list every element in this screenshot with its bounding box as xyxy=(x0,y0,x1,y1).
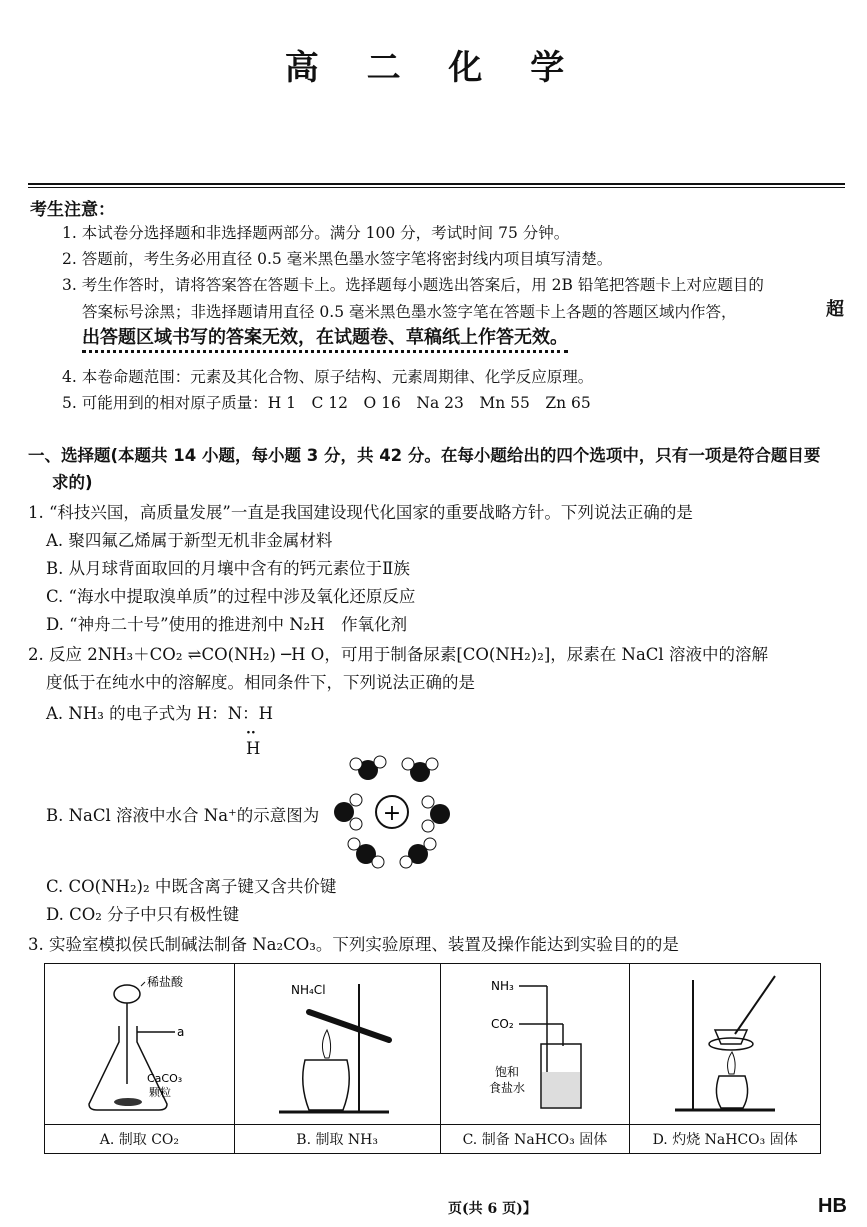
notice-item-3-tail: 超 xyxy=(826,299,844,320)
plus-sign: + xyxy=(382,801,402,826)
header-rule-thin xyxy=(28,187,845,188)
caption-d: D. 灼烧 NaHCO₃ 固体 xyxy=(630,1125,821,1154)
test-tube xyxy=(309,1012,389,1040)
label-nh4cl: NH₄Cl xyxy=(291,983,326,997)
label-co2: CO₂ xyxy=(490,1017,514,1031)
q1-option-b: B. 从月球背面取回的月壤中含有的钙元素位于Ⅱ族 xyxy=(46,559,410,578)
exam-code: HB xyxy=(818,1195,847,1217)
calcination-diagram xyxy=(635,964,815,1120)
caption-b: B. 制取 NH₃ xyxy=(234,1125,440,1154)
q2-stem-line2: 度低于在纯水中的溶解度。相同条件下，下列说法正确的是 xyxy=(46,673,475,692)
section-heading-line1: 一、选择题(本题共 14 小题，每小题 3 分，共 42 分。在每小题给出的四个选项中，只有一项是符合题目要 xyxy=(28,446,821,465)
q2-option-c: C. CO(NH₂)₂ 中既含离子键又含共价键 xyxy=(46,877,337,896)
q1-option-d: D. “神舟二十号”使用的推进剂中 N₂H 作氧化剂 xyxy=(46,615,408,634)
label-saturated: 饱和 xyxy=(494,1065,519,1079)
q1-option-c: C. “海水中提取溴单质”的过程中涉及氧化还原反应 xyxy=(46,587,416,606)
section-heading xyxy=(28,442,848,496)
page-title: 高 二 化 学 xyxy=(284,48,583,88)
label-nh3: NH₃ xyxy=(490,979,514,993)
notice-item-4: 4. 本卷命题范围：元素及其化合物、原子结构、元素周期律、化学反应原理。 xyxy=(62,368,594,386)
nahco3-preparation-diagram xyxy=(445,964,625,1120)
panel-b xyxy=(234,964,440,1125)
caption-c: C. 制备 NaHCO₃ 固体 xyxy=(440,1125,630,1154)
water-molecule-right xyxy=(422,796,450,832)
q2-option-a-lone-pair: ·· xyxy=(246,725,256,741)
apparatus-table xyxy=(44,963,821,1154)
crucible xyxy=(715,1030,747,1044)
panel-a xyxy=(45,964,235,1125)
notice-heading: 考生注意： xyxy=(30,200,115,220)
q2-option-b: B. NaCl 溶液中水合 Na⁺的示意图为 xyxy=(46,806,320,825)
notice-item-2: 2. 答题前，考生务必用直径 0.5 毫米黑色墨水签字笔将密封线内项目填写清楚。 xyxy=(62,250,613,268)
q3-stem: 3. 实验室模拟侯氏制碱法制备 Na₂CO₃。下列实验原理、装置及操作能达到实验目的的是 xyxy=(28,935,679,954)
label-outlet-a: a xyxy=(177,1025,185,1039)
q2-option-a-h: H xyxy=(246,739,261,758)
notice-item-3-cont: 答案标号涂黑；非选择题请用直径 0.5 毫米黑色墨水签字笔在答题卡上各题的答题区域内作答， xyxy=(82,303,737,321)
q1-stem: 1. “科技兴国，高质量发展”一直是我国建设现代化国家的重要战略方针。下列说法正确的是 xyxy=(28,503,693,522)
nh3-generator-diagram xyxy=(239,964,435,1120)
dropping-funnel xyxy=(114,985,140,1003)
water-molecule-top-right xyxy=(402,758,438,782)
label-dilute-hcl: 稀盐酸 xyxy=(147,975,184,989)
alcohol-lamp xyxy=(717,1076,748,1108)
notice-emphasis: 出答题区域书写的答案无效，在试题卷、草稿纸上作答无效。 xyxy=(82,325,568,351)
label-brine: 食盐水 xyxy=(488,1081,525,1095)
hydrated-sodium-diagram xyxy=(328,750,458,878)
label-granules: 颗粒 xyxy=(149,1086,172,1099)
water-molecule-bottom-left xyxy=(348,838,384,868)
glass-rod xyxy=(735,976,775,1034)
page-footer: 页(共 6 页)】 xyxy=(448,1201,537,1217)
notice-item-3: 3. 考生作答时，请将答案答在答题卡上。选择题每小题选出答案后，用 2B 铅笔把答题卡上对应题目的 xyxy=(62,276,764,294)
q1-option-a: A. 聚四氟乙烯属于新型无机非金属材料 xyxy=(46,531,333,550)
water-molecule-bottom-right xyxy=(400,838,436,868)
q2-stem-line1: 2. 反应 2NH₃＋CO₂ ⇌CO(NH₂) ─H O，可用于制备尿素[CO(NH₂)₂]，尿素在 NaCl 溶液中的溶解 xyxy=(28,645,768,664)
flame xyxy=(728,1052,736,1074)
caption-a: A. 制取 CO₂ xyxy=(45,1125,235,1154)
q2-option-d: D. CO₂ 分子中只有极性键 xyxy=(46,905,240,924)
water-molecule-top-left xyxy=(350,756,386,780)
q2-option-a: A. NH₃ 的电子式为 H：N：H xyxy=(46,704,274,723)
notice-item-5: 5. 可能用到的相对原子质量：H 1 C 12 O 16 Na 23 Mn 55 Zn 65 xyxy=(62,394,591,412)
brine-liquid xyxy=(542,1072,580,1107)
panel-d xyxy=(630,964,821,1125)
label-caco3: CaCO₃ xyxy=(147,1072,183,1085)
water-molecule-left xyxy=(334,794,362,830)
caco3-pellets xyxy=(114,1098,142,1106)
section-heading-line2: 求的) xyxy=(52,473,93,492)
co2-generator-diagram xyxy=(49,964,229,1120)
header-rule xyxy=(28,183,845,185)
notice-item-1: 1. 本试卷分选择题和非选择题两部分。满分 100 分，考试时间 75 分钟。 xyxy=(62,224,570,242)
flame xyxy=(323,1030,331,1058)
alcohol-lamp xyxy=(303,1060,350,1110)
panel-c xyxy=(440,964,630,1125)
